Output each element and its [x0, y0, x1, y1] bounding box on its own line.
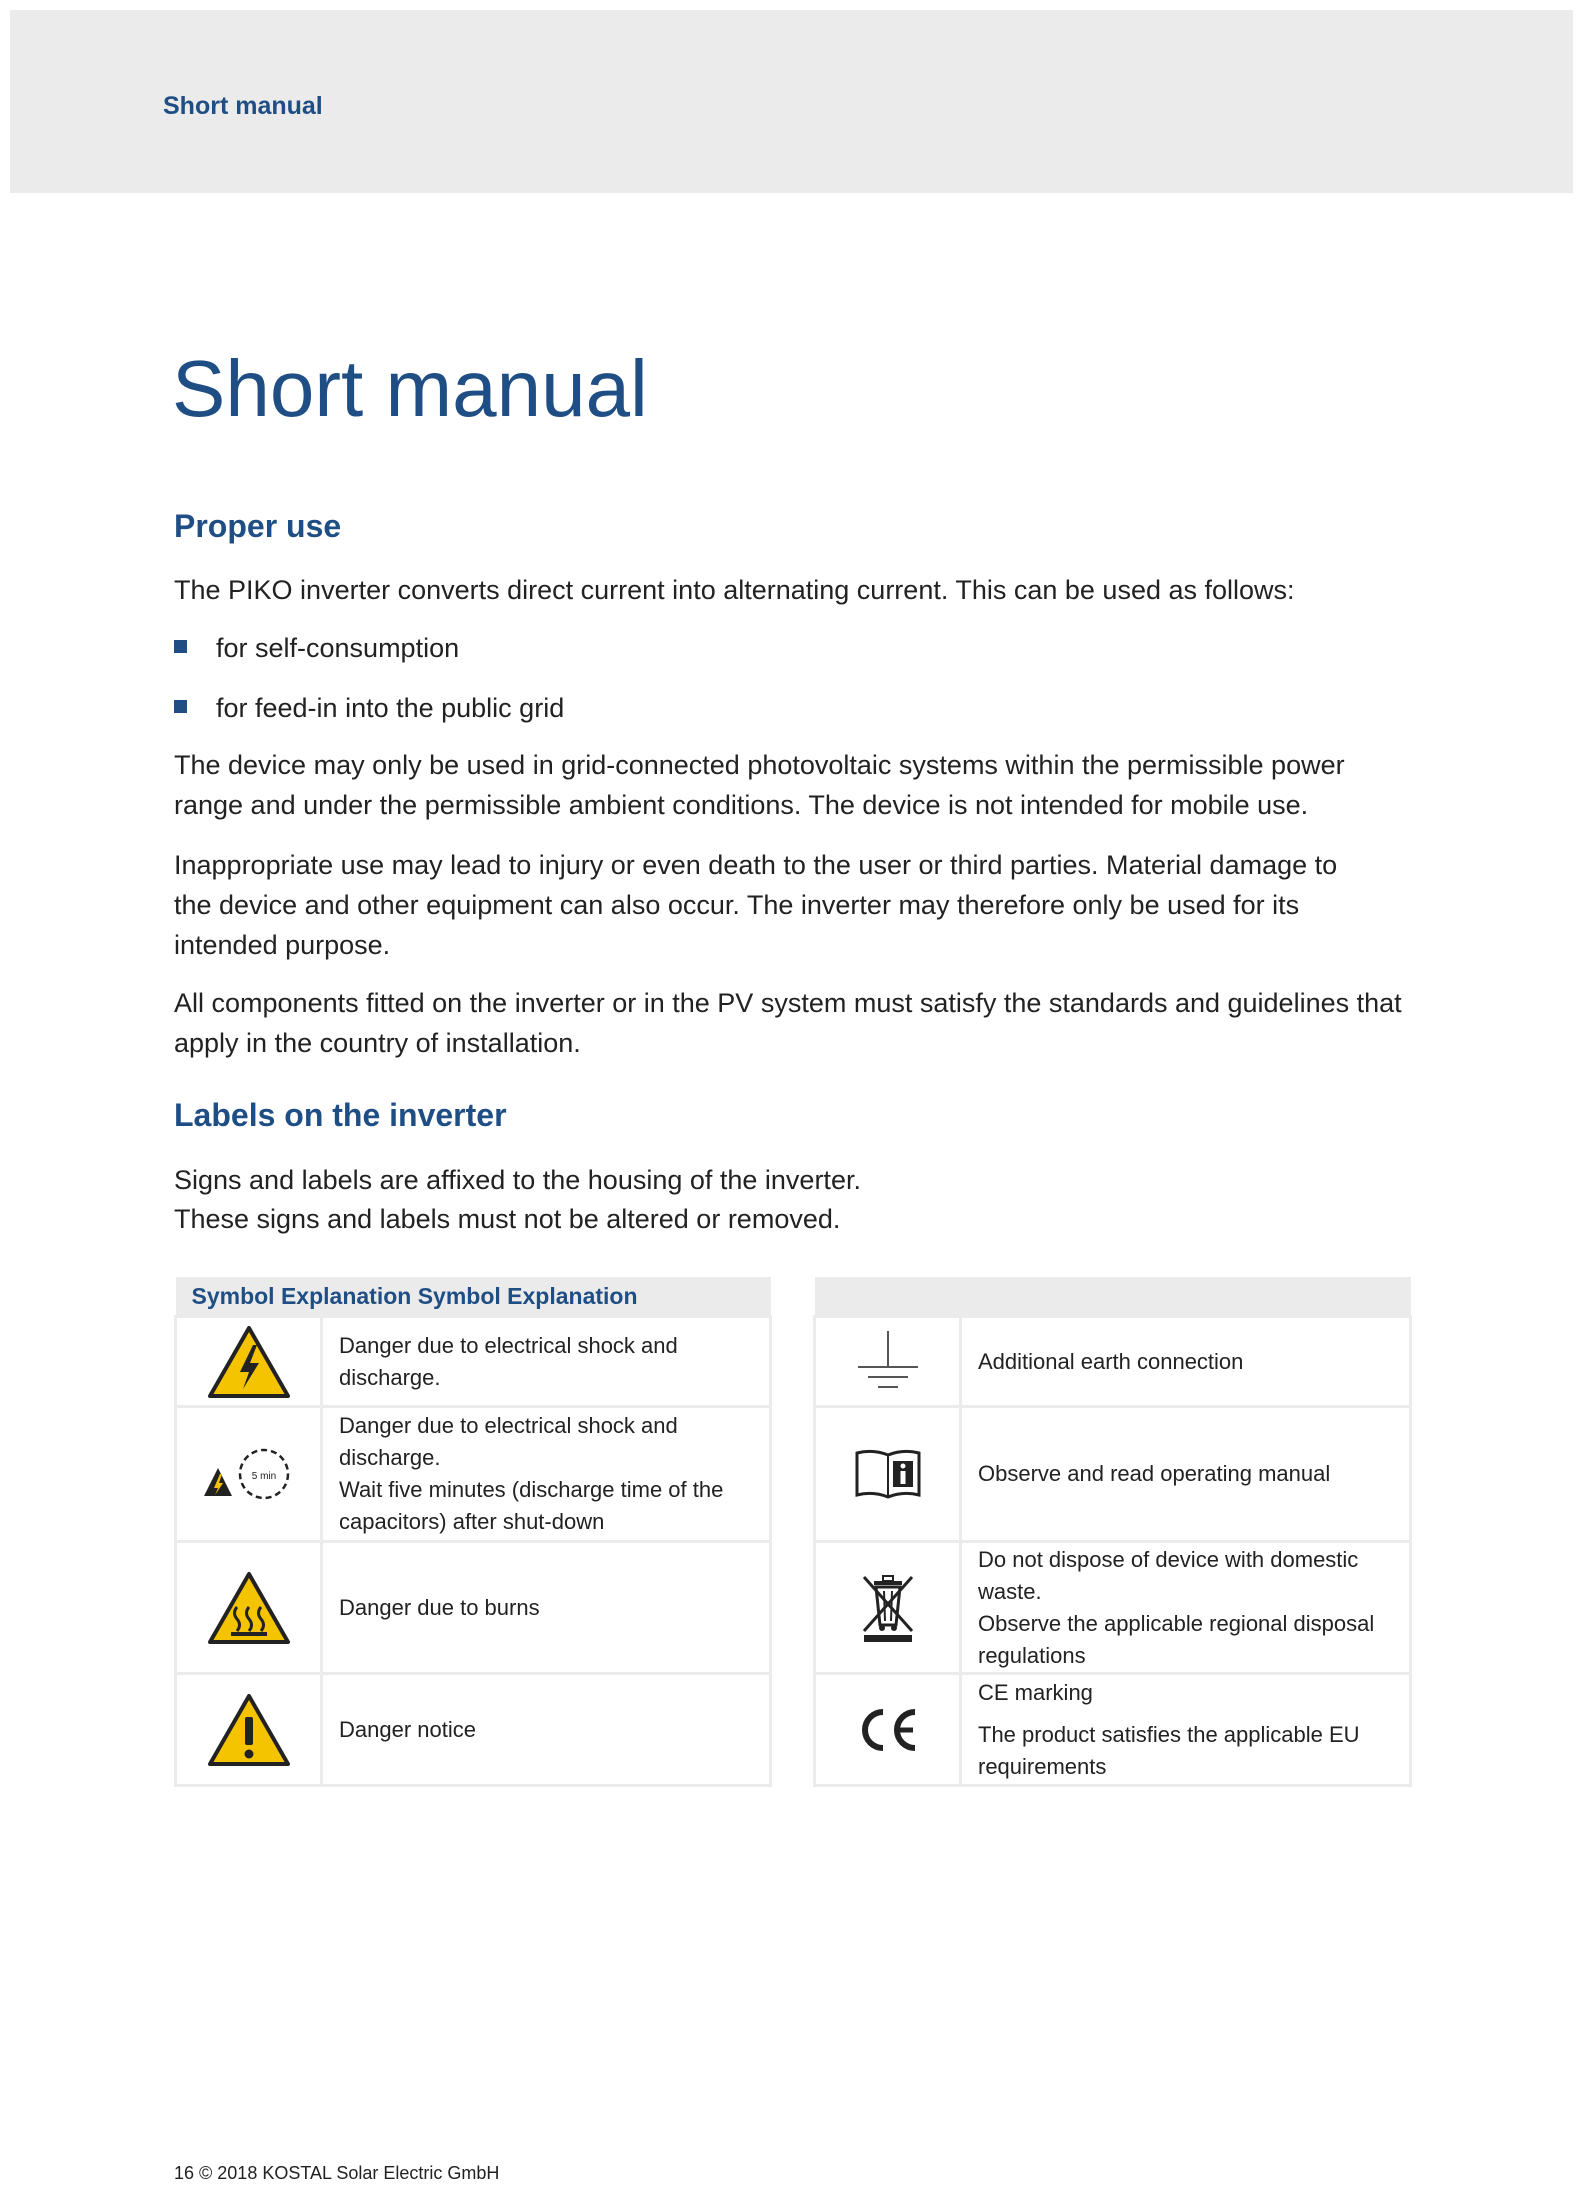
symbol-table-right	[813, 1277, 1412, 1787]
explanation-cell: Danger due to electrical shock and discharge. Wait five minutes (discharge time of the capacitors) after shut-down	[322, 1407, 771, 1542]
explanation-cell: Danger due to burns	[322, 1542, 771, 1674]
symbol-cell	[815, 1542, 961, 1674]
page-title: Short manual	[172, 344, 648, 433]
table-row	[815, 1407, 1411, 1542]
hot-surface-warning-icon	[207, 1571, 291, 1645]
table-row	[176, 1317, 771, 1407]
proper-use-para-3: All components fitted on the inverter or in the PV system must satisfy the standards and guidelines that apply in the country of installation.	[174, 988, 1402, 1058]
symbol-cell	[815, 1407, 961, 1542]
waste-bin-crossed-icon	[858, 1571, 918, 1645]
symbol-cell	[815, 1674, 961, 1786]
labels-line-2: These signs and labels must not be altered or removed.	[174, 1204, 841, 1234]
explanation-cell: CE marking The product satisfies the applicable EU requirements	[961, 1674, 1411, 1786]
earth-ground-icon	[853, 1327, 923, 1397]
bullet-square-icon	[174, 700, 187, 713]
explanation-cell: Danger due to electrical shock and discharge.	[322, 1317, 771, 1407]
explanation-cell: Observe and read operating manual	[961, 1407, 1411, 1542]
svg-text:5 min: 5 min	[251, 1471, 276, 1482]
bullet-item: for feed-in into the public grid	[174, 688, 564, 728]
table-row	[815, 1317, 1411, 1407]
read-manual-icon	[853, 1447, 923, 1501]
explanation-cell: Additional earth connection	[961, 1317, 1411, 1407]
symbol-cell	[176, 1674, 322, 1786]
labels-heading: Labels on the inverter	[174, 1097, 507, 1133]
proper-use-heading: Proper use	[174, 508, 342, 544]
symbol-cell	[815, 1317, 961, 1407]
bullet-square-icon	[174, 640, 187, 653]
proper-use-para-1: The device may only be used in grid-connected photovoltaic systems within the permissible power range and under the permissible ambient conditions. The device is not intended for mobile use.	[174, 750, 1345, 820]
table-row	[815, 1674, 1411, 1786]
labels-line-1: Signs and labels are affixed to the housing of the inverter.	[174, 1165, 861, 1195]
symbol-cell	[176, 1407, 322, 1542]
explanation-cell: Danger notice	[322, 1674, 771, 1786]
table-header	[815, 1277, 1411, 1317]
table-row	[176, 1407, 771, 1542]
general-warning-icon	[207, 1693, 291, 1767]
explanation-cell: Do not dispose of device with domestic waste. Observe the applicable regional disposal regulations	[961, 1542, 1411, 1674]
ce-marking-icon	[853, 1704, 923, 1756]
bullet-item: for self-consumption	[174, 628, 459, 668]
proper-use-para-2: Inappropriate use may lead to injury or even death to the user or third parties. Material damage to the device and other equipment can also occur. The inverter may therefore only be used for its intended purpose.	[174, 850, 1338, 960]
discharge-time-warning-icon	[204, 1446, 294, 1502]
symbol-cell	[176, 1317, 322, 1407]
symbol-table-left	[174, 1277, 772, 1787]
running-header: Short manual	[163, 92, 323, 120]
table-row	[176, 1674, 771, 1786]
table-row	[815, 1542, 1411, 1674]
electrical-warning-icon	[207, 1325, 291, 1399]
table-header: Symbol Explanation Symbol Explanation	[176, 1277, 771, 1317]
page-footer: 16 © 2018 KOSTAL Solar Electric GmbH	[174, 2163, 500, 2183]
symbol-cell	[176, 1542, 322, 1674]
table-row	[176, 1542, 771, 1674]
proper-use-intro: The PIKO inverter converts direct current into alternating current. This can be used as follows:	[174, 575, 1295, 605]
